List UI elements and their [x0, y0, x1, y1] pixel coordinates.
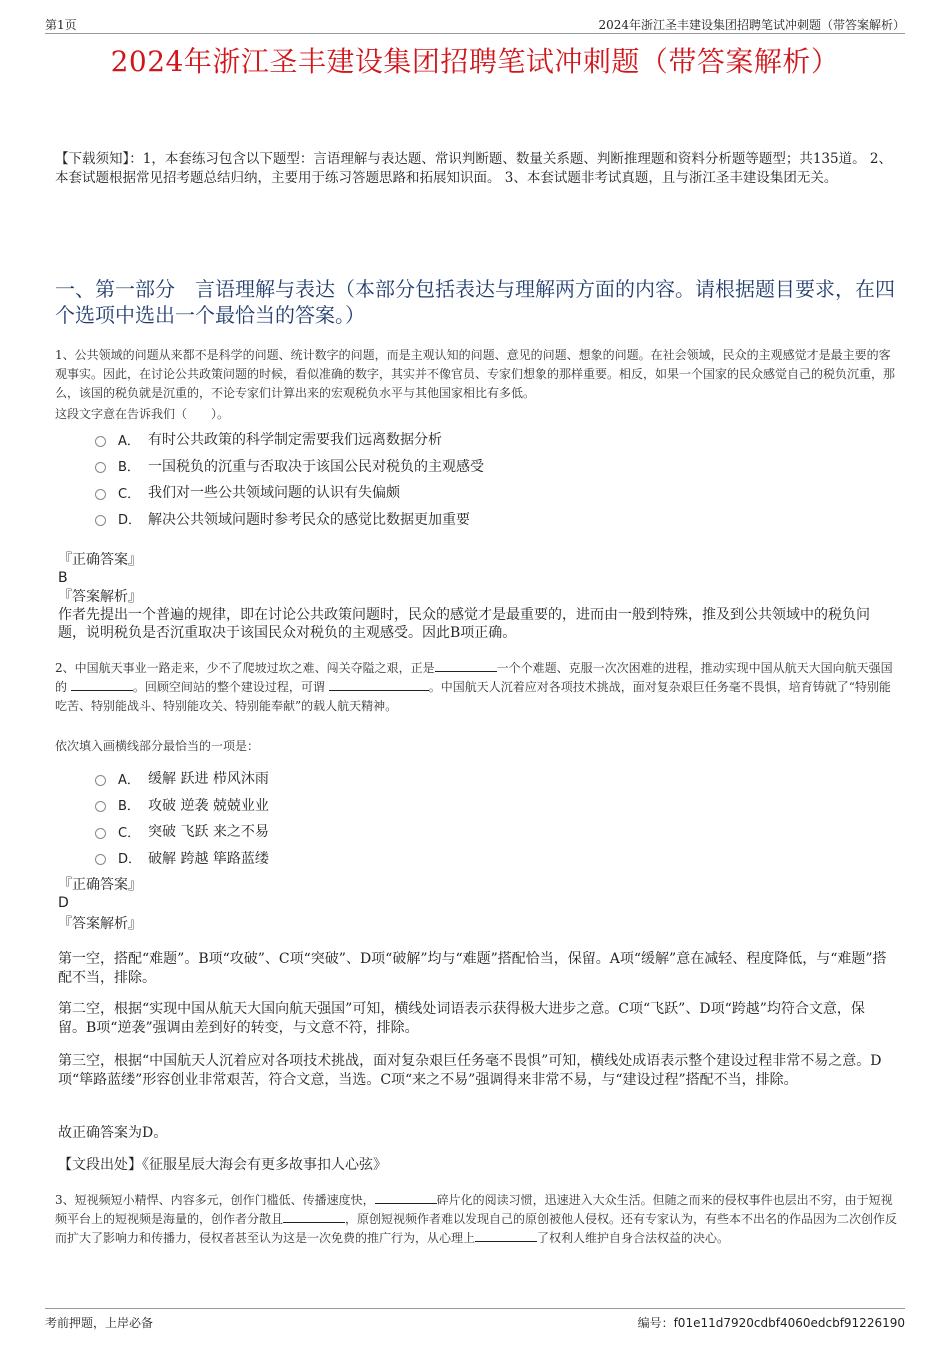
- question-1-answer-label: 『正确答案』: [58, 552, 142, 568]
- document-id: 编号：f01e11d7920cdbf4060edcbf91226190: [637, 1316, 905, 1330]
- question-1-prompt: 这段文字意在告诉我们（ ）。: [55, 407, 230, 421]
- question-2-answer-label: 『正确答案』: [58, 877, 142, 893]
- question-2-analysis-label: 『答案解析』: [58, 916, 142, 932]
- radio-icon[interactable]: [95, 515, 106, 526]
- analysis-paragraph-2: 第二空，根据“实现中国从航天大国向航天强国”可知，横线处词语表示获得极大进步之意。C项“飞跃”、D项“跨越”均符合文意，保留。B项“逆袭”强调由差到好的转变，与文意不符，排除。: [58, 1001, 865, 1036]
- radio-icon[interactable]: [95, 828, 106, 839]
- page-title: 2024年浙江圣丰建设集团招聘笔试冲刺题（带答案解析）: [110, 45, 840, 78]
- blank-3: [475, 1229, 537, 1242]
- question-1-answer: B: [58, 570, 68, 586]
- blank-1: [375, 1191, 437, 1204]
- radio-icon[interactable]: [95, 775, 106, 786]
- question-1-analysis-label: 『答案解析』: [58, 589, 142, 605]
- option-b[interactable]: B． 攻破 逆袭 兢兢业业: [95, 792, 795, 819]
- analysis-conclusion: 故正确答案为D。: [58, 1125, 168, 1141]
- radio-icon[interactable]: [95, 489, 106, 500]
- blank-3: [329, 678, 429, 691]
- question-2-prompt: 依次填入画横线部分最恰当的一项是：: [55, 739, 260, 753]
- question-1-stem: 1、公共领域的问题从来都不是科学的问题、统计数字的问题，而是主观认知的问题、意见的问题、想象的问题。在社会领域，民众的主观感觉才是最主要的客观事实。因此，在讨论公共政策问题的时候，看似准确的数字，其实并不像官员、专家们想象的那样重要。相反，如果一个国家的民众感觉自己的税负沉重，那么，该国的税负就是沉重的，不论专家们计算出来的宏观税负水平与其他国家相比有多低。: [55, 348, 896, 400]
- radio-icon[interactable]: [95, 462, 106, 473]
- option-d[interactable]: D． 破解 跨越 筚路蓝缕: [95, 845, 795, 872]
- question-1-options: [95, 426, 795, 532]
- radio-icon[interactable]: [95, 854, 106, 865]
- question-2-stem: 2、中国航天事业一路走来，少不了爬坡过坎之难、闯关夺隘之艰，正是 一个个难题、克服一次次困难的进程，推动实现中国从航天大国向航天强国的 。回顾空间站的整个建设过程，可谓 。中国航天人沉着应对各项技术挑战，面对复杂艰巨任务毫不畏惧，培育铸就了“特别能吃苦、特别能战斗、特别能攻关、特别能奉献”的载人航天精神。: [55, 661, 893, 713]
- radio-icon[interactable]: [95, 436, 106, 447]
- question-1-analysis: 作者先提出一个普遍的规律，即在讨论公共政策问题时，民众的感觉才是最重要的，进而由一般到特殊，推及到公共领域中的税负问题，说明税负是否沉重取决于该国民众对税负的主观感受。因此B项正确。: [58, 607, 870, 641]
- option-a[interactable]: A． 缓解 跃进 栉风沐雨: [95, 765, 795, 792]
- page-footer: [45, 1308, 905, 1331]
- blank-1: [435, 659, 497, 672]
- download-notice: 【下载须知】：1，本套练习包含以下题型：言语理解与表达题、常识判断题、数量关系题、判断推理题和资料分析题等题型；共135道。 2、本套试题根据常见招考题总结归纳，主要用于练习答题思路和拓展知识面。 3、本套试题非考试真题，且与浙江圣丰建设集团无关。: [55, 151, 892, 186]
- question-2-options: [95, 765, 795, 871]
- question-3-stem: 3、短视频短小精悍、内容多元，创作门槛低、传播速度快， 碎片化的阅读习惯，迅速进入大众生活。但随之而来的侵权事件也层出不穷，由于短视频平台上的短视频是海量的，创作者分散且 ，原创短视频作者难以发现自己的原创被他人侵权。还有专家认为，有些本不出名的作品因为二次创作反而扩大了影响力和传播力，侵权者甚至认为这是一次免费的推广行为，从心理上 了权利人维护自身合法权益的决心。: [55, 1193, 898, 1245]
- question-2-answer: D: [58, 895, 69, 911]
- footer-slogan: 考前押题，上岸必备: [45, 1316, 154, 1330]
- option-c[interactable]: C． 突破 飞跃 来之不易: [95, 818, 795, 845]
- page-number: 第1页: [45, 18, 77, 32]
- blank-2: [283, 1210, 345, 1223]
- section-heading: 一、第一部分 言语理解与表达（本部分包括表达与理解两方面的内容。请根据题目要求，在四个选项中选出一个最恰当的答案。）: [55, 277, 895, 327]
- radio-icon[interactable]: [95, 801, 106, 812]
- option-c[interactable]: C． 我们对一些公共领域问题的认识有失偏颇: [95, 479, 795, 506]
- analysis-paragraph-3: 第三空，根据“中国航天人沉着应对各项技术挑战，面对复杂艰巨任务毫不畏惧”可知，横线处成语表示整个建设过程非常不易之意。D项“筚路蓝缕”形容创业非常艰苦，符合文意，当选。C项“来之不易”强调得来非常不易，与“建设过程”搭配不当，排除。: [58, 1053, 882, 1088]
- option-b[interactable]: B． 一国税负的沉重与否取决于该国公民对税负的主观感受: [95, 453, 795, 480]
- option-a[interactable]: A． 有时公共政策的科学制定需要我们远离数据分析: [95, 426, 795, 453]
- header-doc-title: 2024年浙江圣丰建设集团招聘笔试冲刺题（带答案解析）: [598, 18, 905, 32]
- page-header: [45, 13, 905, 34]
- source-citation: 【文段出处】《征服星辰大海会有更多故事扣人心弦》: [58, 1157, 387, 1173]
- analysis-paragraph-1: 第一空，搭配“难题”。B项“攻破”、C项“突破”、D项“破解”均与“难题”搭配恰当，保留。A项“缓解”意在减轻、程度降低，与“难题”搭配不当，排除。: [58, 951, 887, 986]
- option-d[interactable]: D． 解决公共领域问题时参考民众的感觉比数据更加重要: [95, 506, 795, 533]
- blank-2: [71, 678, 133, 691]
